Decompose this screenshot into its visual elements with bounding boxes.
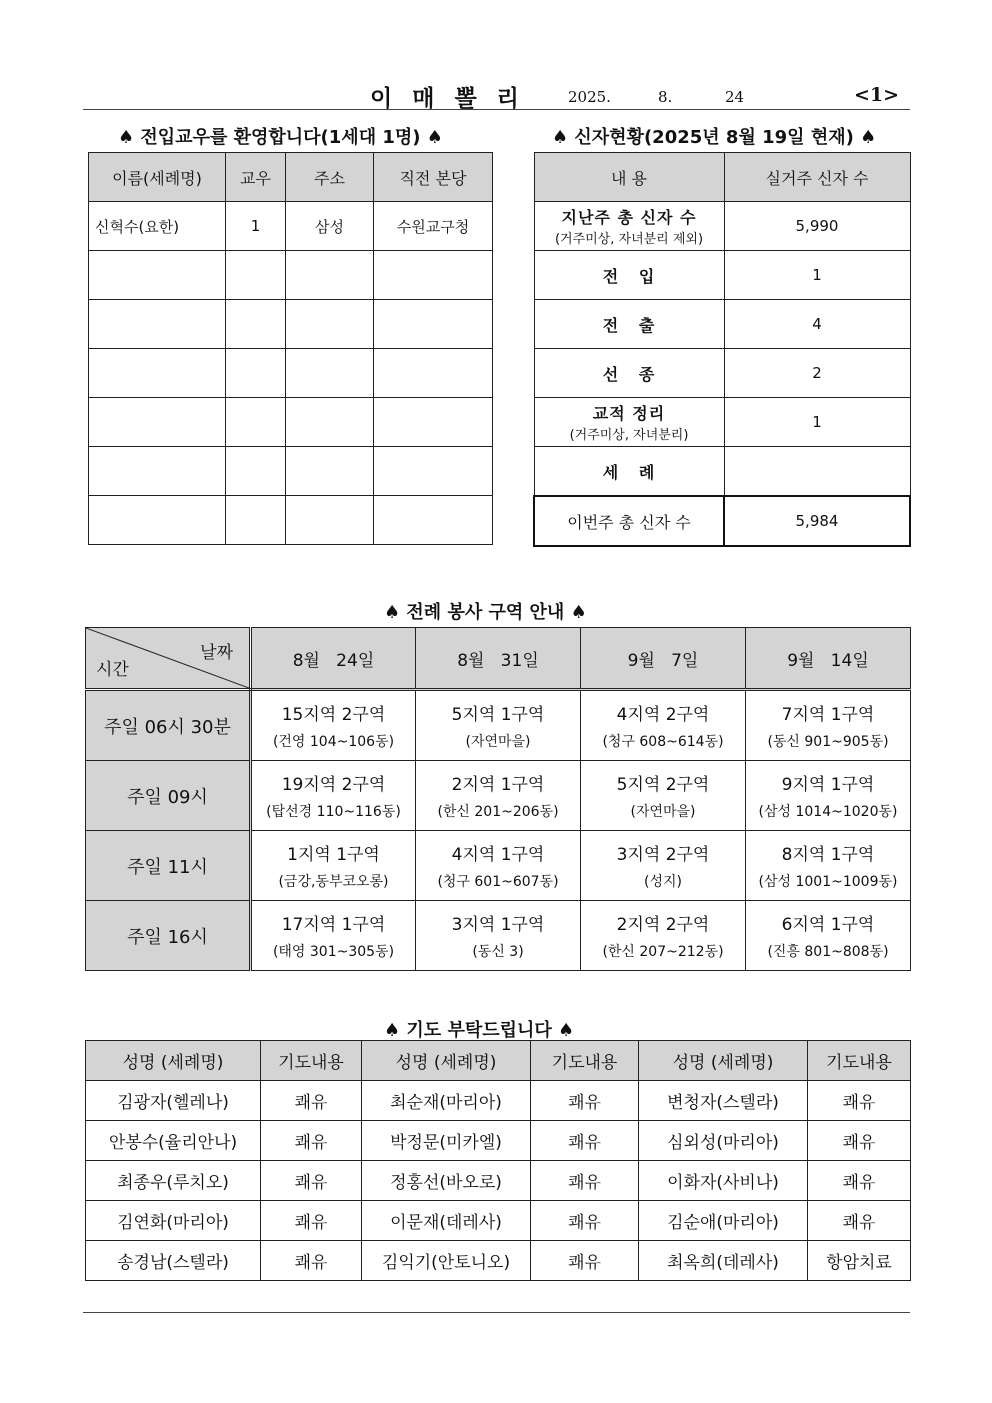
prayer-intention: 쾌유 <box>531 1081 639 1121</box>
prayer-intention: 쾌유 <box>261 1161 362 1201</box>
schedule-corner <box>86 628 251 690</box>
welcome-address: 삼성 <box>286 202 374 251</box>
area-label: (건영 104~106동) <box>272 734 395 750</box>
prayer-name: 변청자(스텔라) <box>639 1081 808 1121</box>
schedule-date: 9월 7일 <box>581 628 746 690</box>
area-label: (진흥 801~808동) <box>767 944 889 960</box>
prayer-intention: 쾌유 <box>808 1081 911 1121</box>
empty-cell <box>374 251 493 300</box>
members-label-note: (거주미상, 자녀분리) <box>569 428 689 443</box>
empty-cell <box>374 300 493 349</box>
prayer-col-name: 성명 (세례명) <box>362 1041 531 1081</box>
zone-label: 2지역 1구역 <box>451 775 545 795</box>
prayer-intention: 쾌유 <box>531 1121 639 1161</box>
empty-cell <box>286 447 374 496</box>
table-row <box>534 251 910 300</box>
schedule-cell <box>746 831 911 901</box>
area-label: (태영 301~305동) <box>272 944 395 960</box>
empty-cell <box>89 251 226 300</box>
prayer-header-row <box>86 1041 911 1081</box>
empty-cell <box>226 447 286 496</box>
zone-label: 5지역 2구역 <box>616 775 710 795</box>
prayer-name: 김광자(헬레나) <box>86 1081 261 1121</box>
area-label: (한신 201~206동) <box>437 804 559 820</box>
prayer-col-content: 기도내용 <box>531 1041 639 1081</box>
table-row <box>534 447 910 497</box>
welcome-col-parish: 직전 본당 <box>374 153 493 202</box>
prayer-intention: 쾌유 <box>261 1241 362 1281</box>
table-row <box>89 496 493 545</box>
schedule-cell <box>416 901 581 971</box>
prayer-name: 이문재(데레사) <box>362 1201 531 1241</box>
empty-cell <box>89 398 226 447</box>
members-header-row <box>534 153 910 202</box>
table-row <box>86 1121 911 1161</box>
table-row <box>86 1161 911 1201</box>
empty-cell <box>226 398 286 447</box>
prayer-name: 최종우(루치오) <box>86 1161 261 1201</box>
empty-cell <box>286 251 374 300</box>
members-value: 5,990 <box>724 202 910 251</box>
welcome-col-count: 교우 <box>226 153 286 202</box>
empty-cell <box>89 349 226 398</box>
members-label: 세 례 <box>534 447 724 497</box>
area-label: (금강,동부코오롱) <box>278 874 389 890</box>
welcome-col-name: 이름(세례명) <box>89 153 226 202</box>
schedule-cell <box>251 761 416 831</box>
members-label: 전 출 <box>534 300 724 349</box>
members-label <box>534 202 724 251</box>
empty-cell <box>226 251 286 300</box>
prayer-name: 박정문(미카엘) <box>362 1121 531 1161</box>
members-value <box>724 447 910 497</box>
schedule-cell <box>416 831 581 901</box>
table-row <box>89 251 493 300</box>
members-total-value: 5,984 <box>724 496 910 546</box>
members-label <box>534 398 724 447</box>
area-label: (탑선경 110~116동) <box>266 804 401 820</box>
members-label: 선 종 <box>534 349 724 398</box>
welcome-parish: 수원교구청 <box>374 202 493 251</box>
welcome-title: ♠ 전입교우를 환영합니다(1세대 1명) ♠ <box>118 127 443 148</box>
empty-cell <box>89 496 226 545</box>
table-row <box>86 761 911 831</box>
header-rule <box>83 109 910 110</box>
welcome-count: 1 <box>226 202 286 251</box>
prayer-col-name: 성명 (세례명) <box>86 1041 261 1081</box>
empty-cell <box>286 398 374 447</box>
members-table <box>533 152 911 547</box>
members-value: 2 <box>724 349 910 398</box>
area-label: (삼성 1014~1020동) <box>758 804 898 820</box>
members-value: 1 <box>724 251 910 300</box>
empty-cell <box>286 300 374 349</box>
area-label: (동신 901~905동) <box>767 734 889 750</box>
zone-label: 5지역 1구역 <box>451 705 545 725</box>
prayer-name: 최순재(마리아) <box>362 1081 531 1121</box>
prayer-intention: 쾌유 <box>808 1201 911 1241</box>
area-label: (자연마을) <box>465 734 531 750</box>
welcome-table <box>88 152 493 545</box>
area-label: (자연마을) <box>630 804 696 820</box>
empty-cell <box>89 300 226 349</box>
schedule-table <box>85 627 911 971</box>
table-row <box>86 901 911 971</box>
zone-label: 9지역 1구역 <box>781 775 875 795</box>
members-label-text: 교적 정리 <box>592 404 666 423</box>
zone-label: 4지역 2구역 <box>616 705 710 725</box>
area-label: (청구 601~607동) <box>437 874 559 890</box>
welcome-col-address: 주소 <box>286 153 374 202</box>
members-col-content: 내 용 <box>534 153 724 202</box>
zone-label: 4지역 1구역 <box>451 845 545 865</box>
zone-label: 17지역 1구역 <box>281 915 386 935</box>
schedule-cell <box>251 901 416 971</box>
prayer-intention: 쾌유 <box>261 1201 362 1241</box>
prayer-name: 정홍선(바오로) <box>362 1161 531 1201</box>
table-row <box>89 202 493 251</box>
empty-cell <box>226 300 286 349</box>
table-row <box>534 398 910 447</box>
schedule-cell <box>251 831 416 901</box>
footer-rule <box>83 1312 910 1313</box>
members-total-label: 이번주 총 신자 수 <box>534 496 724 546</box>
prayer-intention: 항암치료 <box>808 1241 911 1281</box>
empty-cell <box>374 398 493 447</box>
zone-label: 8지역 1구역 <box>781 845 875 865</box>
schedule-cell <box>746 901 911 971</box>
members-label-text: 지난주 총 신자 수 <box>561 208 697 227</box>
table-row <box>86 1241 911 1281</box>
schedule-cell <box>416 761 581 831</box>
zone-label: 1지역 1구역 <box>287 845 380 865</box>
empty-cell <box>374 447 493 496</box>
table-row <box>86 1201 911 1241</box>
prayer-intention: 쾌유 <box>808 1161 911 1201</box>
prayer-col-content: 기도내용 <box>808 1041 911 1081</box>
prayer-name: 안봉수(율리안나) <box>86 1121 261 1161</box>
schedule-cell <box>251 690 416 761</box>
table-row <box>89 447 493 496</box>
members-label-note: (거주미상, 자녀분리 제외) <box>554 232 704 247</box>
schedule-date: 8월 31일 <box>416 628 581 690</box>
service-time: 주일 16시 <box>86 901 251 971</box>
prayer-intention: 쾌유 <box>531 1161 639 1201</box>
members-col-count: 실거주 신자 수 <box>724 153 910 202</box>
empty-cell <box>89 447 226 496</box>
empty-cell <box>226 349 286 398</box>
zone-label: 19지역 2구역 <box>281 775 386 795</box>
prayer-name: 김연화(마리아) <box>86 1201 261 1241</box>
schedule-header-row <box>86 628 911 690</box>
zone-label: 3지역 2구역 <box>616 845 710 865</box>
page-number: <1> <box>854 84 900 106</box>
empty-cell <box>374 496 493 545</box>
service-time: 주일 06시 30분 <box>86 690 251 761</box>
prayer-col-name: 성명 (세례명) <box>639 1041 808 1081</box>
zone-label: 15지역 2구역 <box>281 705 386 725</box>
prayer-intention: 쾌유 <box>261 1121 362 1161</box>
zone-label: 3지역 1구역 <box>451 915 545 935</box>
zone-label: 2지역 2구역 <box>616 915 710 935</box>
prayer-name: 심외성(마리아) <box>639 1121 808 1161</box>
schedule-date: 9월 14일 <box>746 628 911 690</box>
table-row <box>534 202 910 251</box>
date-year: 2025. <box>568 88 611 106</box>
zone-label: 6지역 1구역 <box>781 915 875 935</box>
schedule-cell <box>746 690 911 761</box>
prayer-intention: 쾌유 <box>261 1081 362 1121</box>
area-label: (삼성 1001~1009동) <box>758 874 898 890</box>
table-row <box>89 398 493 447</box>
table-row <box>534 349 910 398</box>
table-row <box>86 690 911 761</box>
area-label: (성지) <box>644 874 682 890</box>
prayer-intention: 쾌유 <box>808 1121 911 1161</box>
table-row <box>86 1081 911 1121</box>
prayer-title: ♠ 기도 부탁드립니다 ♠ <box>384 1020 575 1041</box>
table-row <box>89 349 493 398</box>
prayer-intention: 쾌유 <box>531 1201 639 1241</box>
prayer-name: 김순애(마리아) <box>639 1201 808 1241</box>
schedule-date: 8월 24일 <box>251 628 416 690</box>
table-row <box>86 831 911 901</box>
members-title: ♠ 신자현황(2025년 8월 19일 현재) ♠ <box>552 127 877 148</box>
members-label: 전 입 <box>534 251 724 300</box>
service-time: 주일 09시 <box>86 761 251 831</box>
service-time: 주일 11시 <box>86 831 251 901</box>
prayer-name: 이화자(사비나) <box>639 1161 808 1201</box>
corner-time-label: 시간 <box>96 660 129 680</box>
members-value: 4 <box>724 300 910 349</box>
prayer-name: 김익기(안토니오) <box>362 1241 531 1281</box>
schedule-cell <box>581 901 746 971</box>
prayer-name: 송경남(스텔라) <box>86 1241 261 1281</box>
zone-label: 7지역 1구역 <box>781 705 875 725</box>
prayer-col-content: 기도내용 <box>261 1041 362 1081</box>
schedule-cell <box>581 761 746 831</box>
schedule-title: ♠ 전례 봉사 구역 안내 ♠ <box>384 602 587 623</box>
schedule-cell <box>581 690 746 761</box>
empty-cell <box>374 349 493 398</box>
date-day: 24 <box>725 88 745 106</box>
table-row <box>89 300 493 349</box>
date-month: 8. <box>658 88 673 106</box>
prayer-intention: 쾌유 <box>531 1241 639 1281</box>
prayer-table <box>85 1040 911 1281</box>
welcome-header-row <box>89 153 493 202</box>
area-label: (한신 207~212동) <box>602 944 724 960</box>
schedule-cell <box>581 831 746 901</box>
area-label: (동신 3) <box>472 944 524 960</box>
schedule-cell <box>416 690 581 761</box>
area-label: (청구 608~614동) <box>602 734 724 750</box>
members-value: 1 <box>724 398 910 447</box>
bulletin-title: 이 매 뽈 리 <box>370 85 525 112</box>
welcome-name: 신혁수(요한) <box>89 202 226 251</box>
members-total-row <box>534 496 910 546</box>
empty-cell <box>286 496 374 545</box>
schedule-cell <box>746 761 911 831</box>
table-row <box>534 300 910 349</box>
empty-cell <box>286 349 374 398</box>
empty-cell <box>226 496 286 545</box>
corner-date-label: 날짜 <box>200 643 233 663</box>
prayer-name: 최옥희(데레사) <box>639 1241 808 1281</box>
